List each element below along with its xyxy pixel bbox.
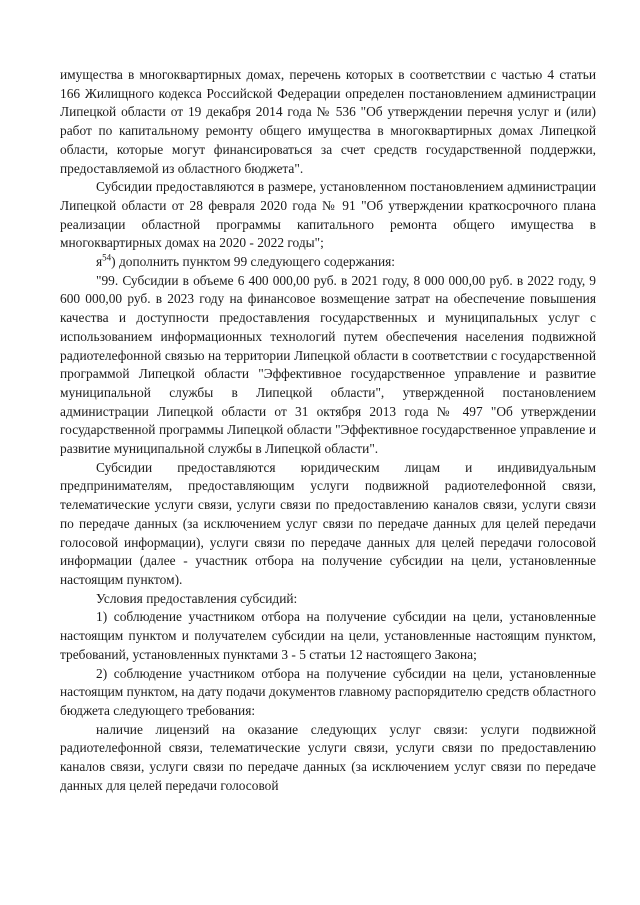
paragraph-6: Условия предоставления субсидий: [96, 590, 298, 606]
paragraph-3-prefix: я [96, 254, 103, 270]
paragraph-7: 1) соблюдение участником отбора на получение субсидии на цели, установленные настоящим пунктом и получателем субсидии на цели, установленные настоящим пунктом, требований, установленных пунктами 3 - 5 статьи 12 настоящего Закона; [60, 609, 596, 662]
paragraph-4: "99. Субсидии в объеме 6 400 000,00 руб. в 2021 году, 8 000 000,00 руб. в 2022 году, 9 600 000,00 руб. в 2023 году на финансовое возмещение затрат на обеспечение повышения качества и доступности предоставления государственных и муниципальных услуг с использованием информационных технологий путем обеспечения населения подвижной радиотелефонной связью на территории Липецкой области в соответствии с государственной программой Липецкой области "Эффективное государственное управление и развитие муниципальной службы в Липецкой области", утвержденной постановлением администрации Липецкой области от 31 октября 2013 года № 497 "Об утверждении государственной программы Липецкой области "Эффективное государственное управление и развитие муниципальной службы в Липецкой области". [60, 272, 596, 457]
paragraph-2: Субсидии предоставляются в размере, установленном постановлением администрации Липецкой области от 28 февраля 2020 года № 91 "Об утверждении краткосрочного плана реализации областной программы капитального ремонта общего имущества в многоквартирных домах на 2020 - 2022 годы"; [60, 179, 596, 251]
paragraph-3 [60, 253, 596, 272]
footnote-superscript: 54 [102, 252, 112, 263]
document-page [60, 66, 596, 795]
paragraph-5: Субсидии предоставляются юридическим лицам и индивидуальным предпринимателям, предоставляющим услуги подвижной радиотелефонной связи, телематические услуги связи, услуги связи по предоставлению каналов связи, услуги связи по передаче данных (за исключением услуг связи по передаче данных для целей передачи голосовой информации), услуги связи по передаче данных для целей передачи голосовой информации (далее - участник отбора на получение субсидии на цели, установленные настоящим пунктом). [60, 459, 596, 587]
paragraph-9: наличие лицензий на оказание следующих услуг связи: услуги подвижной радиотелефонной связи, телематические услуги связи, услуги связи по предоставлению каналов связи, услуги связи по передаче данных (за исключением услуг связи по передаче данных для целей передачи голосовой [60, 721, 596, 793]
paragraph-3-suffix: ) дополнить пунктом 99 следующего содержания: [111, 254, 395, 270]
paragraph-8: 2) соблюдение участником отбора на получение субсидии на цели, установленные настоящим пунктом, на дату подачи документов главному распорядителю средств областного бюджета следующего требования: [60, 665, 596, 718]
paragraph-1: имущества в многоквартирных домах, перечень которых в соответствии с частью 4 статьи 166 Жилищного кодекса Российской Федерации определен постановлением администрации Липецкой области от 19 декабря 2014 года № 536 "Об утверждении перечня услуг и (или) работ по капитальному ремонту общего имущества в многоквартирных домах Липецкой области, которые могут финансироваться за счет средств государственной поддержки, предоставляемой из областного бюджета". [60, 67, 596, 176]
